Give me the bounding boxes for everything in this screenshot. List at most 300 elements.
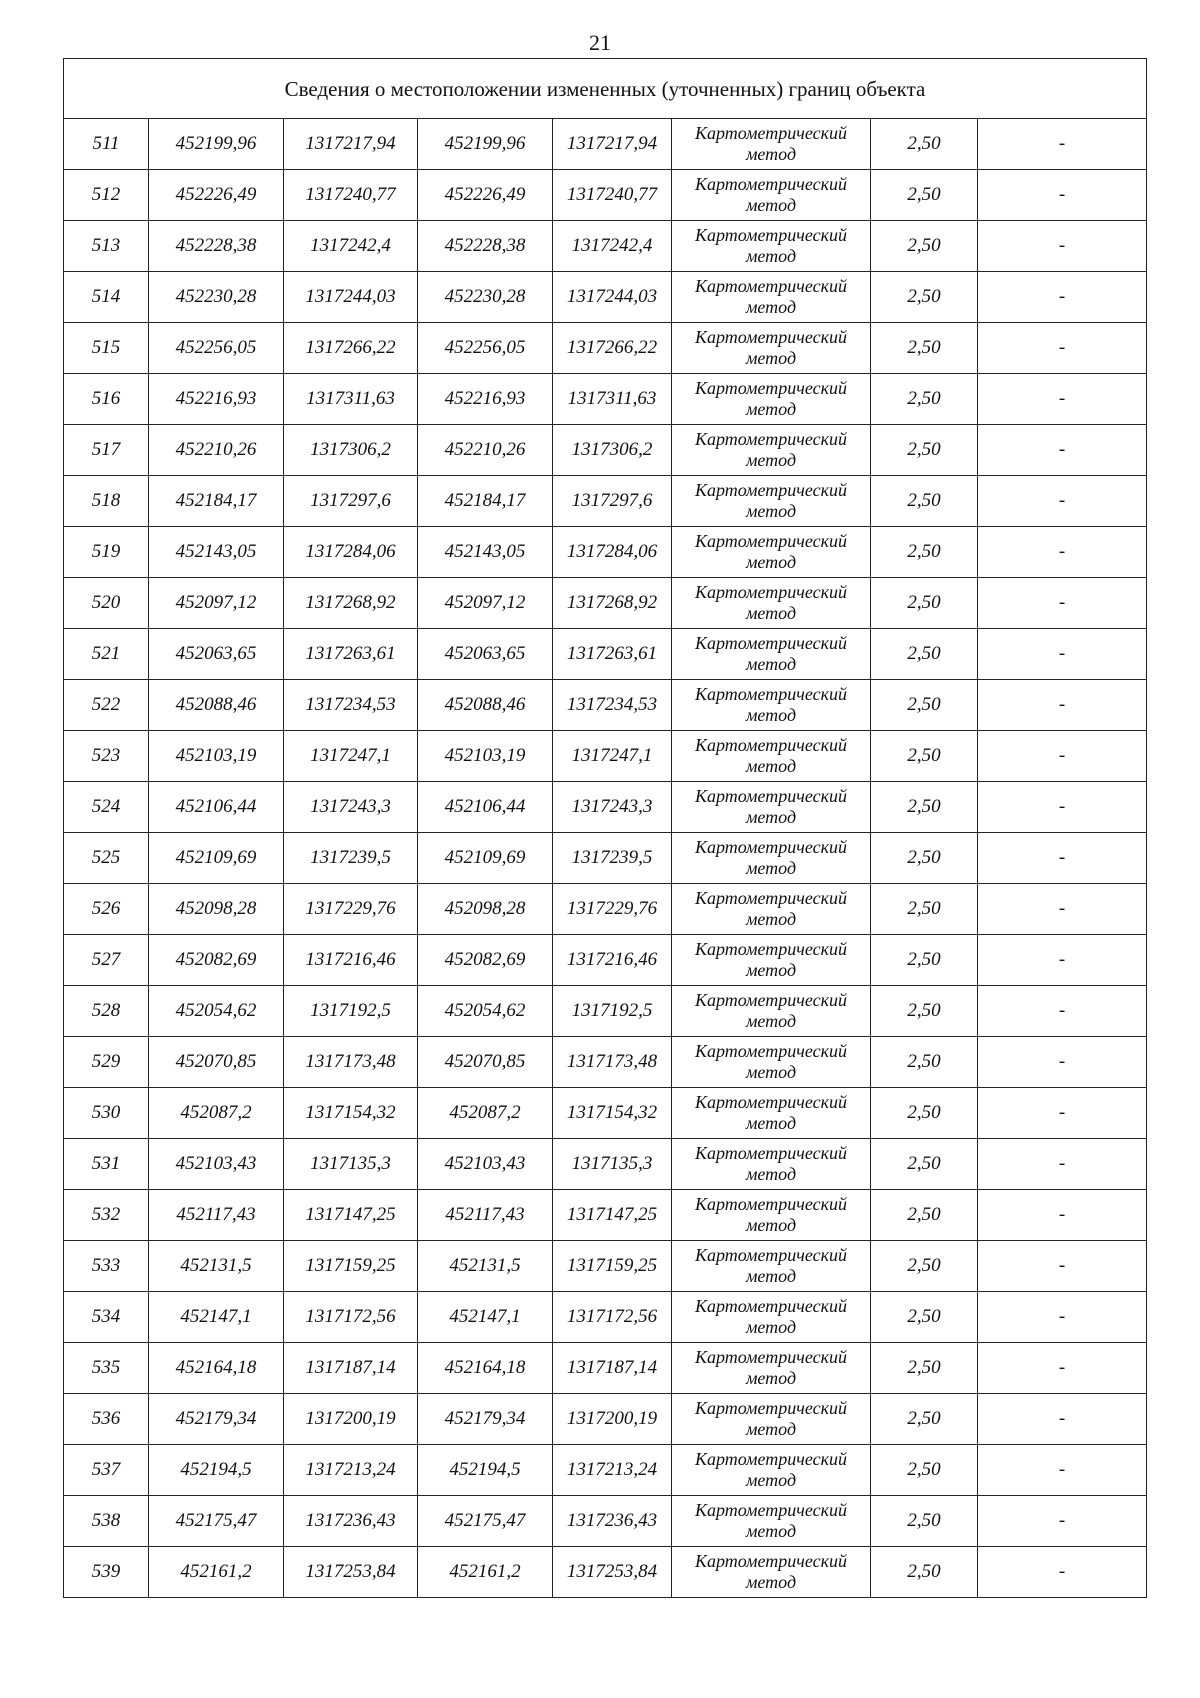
y-new-cell: 1317263,61 bbox=[553, 629, 672, 680]
point-number-cell: 519 bbox=[64, 527, 149, 578]
accuracy-cell: 2,50 bbox=[871, 221, 978, 272]
y-old-cell: 1317159,25 bbox=[284, 1241, 418, 1292]
x-old-cell: 452106,44 bbox=[149, 782, 284, 833]
y-old-cell: 1317240,77 bbox=[284, 170, 418, 221]
method-line-2: метод bbox=[745, 297, 797, 317]
table-row bbox=[64, 374, 1147, 425]
method-line-1: Картометрический bbox=[694, 225, 847, 245]
y-old-cell: 1317311,63 bbox=[284, 374, 418, 425]
y-old-cell: 1317154,32 bbox=[284, 1088, 418, 1139]
accuracy-cell: 2,50 bbox=[871, 1547, 978, 1598]
accuracy-cell: 2,50 bbox=[871, 1139, 978, 1190]
table-row bbox=[64, 1241, 1147, 1292]
x-new-cell: 452054,62 bbox=[418, 986, 553, 1037]
method-line-2: метод bbox=[745, 1419, 797, 1439]
method-cell bbox=[672, 1394, 871, 1445]
method-line-2: метод bbox=[745, 807, 797, 827]
x-new-cell: 452256,05 bbox=[418, 323, 553, 374]
method-cell bbox=[672, 1547, 871, 1598]
method-line-1: Картометрический bbox=[694, 1398, 847, 1418]
method-line-1: Картометрический bbox=[694, 1296, 847, 1316]
y-old-cell: 1317200,19 bbox=[284, 1394, 418, 1445]
x-new-cell: 452199,96 bbox=[418, 119, 553, 170]
accuracy-cell: 2,50 bbox=[871, 1190, 978, 1241]
method-line-2: метод bbox=[745, 909, 797, 929]
accuracy-cell: 2,50 bbox=[871, 119, 978, 170]
note-cell: - bbox=[978, 884, 1147, 935]
method-cell bbox=[672, 986, 871, 1037]
point-number-cell: 518 bbox=[64, 476, 149, 527]
y-new-cell: 1317187,14 bbox=[553, 1343, 672, 1394]
table-row bbox=[64, 1445, 1147, 1496]
y-old-cell: 1317243,3 bbox=[284, 782, 418, 833]
x-new-cell: 452103,19 bbox=[418, 731, 553, 782]
note-cell: - bbox=[978, 1088, 1147, 1139]
method-line-1: Картометрический bbox=[694, 633, 847, 653]
note-cell: - bbox=[978, 1547, 1147, 1598]
method-line-1: Картометрический bbox=[694, 1143, 847, 1163]
x-new-cell: 452070,85 bbox=[418, 1037, 553, 1088]
note-cell: - bbox=[978, 272, 1147, 323]
method-cell bbox=[672, 323, 871, 374]
y-new-cell: 1317240,77 bbox=[553, 170, 672, 221]
table-row bbox=[64, 119, 1147, 170]
method-cell bbox=[672, 1292, 871, 1343]
method-line-1: Картометрический bbox=[694, 582, 847, 602]
method-line-1: Картометрический bbox=[694, 429, 847, 449]
table-row bbox=[64, 1496, 1147, 1547]
y-old-cell: 1317244,03 bbox=[284, 272, 418, 323]
x-old-cell: 452179,34 bbox=[149, 1394, 284, 1445]
x-new-cell: 452143,05 bbox=[418, 527, 553, 578]
method-cell bbox=[672, 1139, 871, 1190]
point-number-cell: 530 bbox=[64, 1088, 149, 1139]
x-old-cell: 452194,5 bbox=[149, 1445, 284, 1496]
y-old-cell: 1317192,5 bbox=[284, 986, 418, 1037]
note-cell: - bbox=[978, 578, 1147, 629]
y-old-cell: 1317213,24 bbox=[284, 1445, 418, 1496]
point-number-cell: 537 bbox=[64, 1445, 149, 1496]
x-old-cell: 452088,46 bbox=[149, 680, 284, 731]
point-number-cell: 529 bbox=[64, 1037, 149, 1088]
y-new-cell: 1317239,5 bbox=[553, 833, 672, 884]
method-line-2: метод bbox=[745, 552, 797, 572]
method-cell bbox=[672, 884, 871, 935]
x-old-cell: 452164,18 bbox=[149, 1343, 284, 1394]
method-cell bbox=[672, 1190, 871, 1241]
method-cell bbox=[672, 629, 871, 680]
x-new-cell: 452210,26 bbox=[418, 425, 553, 476]
y-old-cell: 1317172,56 bbox=[284, 1292, 418, 1343]
x-old-cell: 452226,49 bbox=[149, 170, 284, 221]
method-line-1: Картометрический bbox=[694, 990, 847, 1010]
method-cell bbox=[672, 1496, 871, 1547]
method-line-1: Картометрический bbox=[694, 684, 847, 704]
method-line-1: Картометрический bbox=[694, 1551, 847, 1571]
accuracy-cell: 2,50 bbox=[871, 1088, 978, 1139]
point-number-cell: 534 bbox=[64, 1292, 149, 1343]
method-line-1: Картометрический bbox=[694, 1449, 847, 1469]
method-cell bbox=[672, 119, 871, 170]
x-old-cell: 452103,19 bbox=[149, 731, 284, 782]
point-number-cell: 538 bbox=[64, 1496, 149, 1547]
table-row bbox=[64, 1139, 1147, 1190]
boundary-coordinates-table bbox=[63, 58, 1147, 1598]
y-new-cell: 1317284,06 bbox=[553, 527, 672, 578]
note-cell: - bbox=[978, 119, 1147, 170]
note-cell: - bbox=[978, 221, 1147, 272]
method-line-2: метод bbox=[745, 1368, 797, 1388]
method-line-2: метод bbox=[745, 1521, 797, 1541]
y-old-cell: 1317247,1 bbox=[284, 731, 418, 782]
method-line-2: метод bbox=[745, 195, 797, 215]
method-cell bbox=[672, 1241, 871, 1292]
x-new-cell: 452063,65 bbox=[418, 629, 553, 680]
table-row bbox=[64, 527, 1147, 578]
x-old-cell: 452256,05 bbox=[149, 323, 284, 374]
y-new-cell: 1317266,22 bbox=[553, 323, 672, 374]
point-number-cell: 512 bbox=[64, 170, 149, 221]
table-row bbox=[64, 986, 1147, 1037]
method-line-2: метод bbox=[745, 144, 797, 164]
method-cell bbox=[672, 170, 871, 221]
method-line-1: Картометрический bbox=[694, 786, 847, 806]
accuracy-cell: 2,50 bbox=[871, 1037, 978, 1088]
point-number-cell: 517 bbox=[64, 425, 149, 476]
x-old-cell: 452087,2 bbox=[149, 1088, 284, 1139]
point-number-cell: 539 bbox=[64, 1547, 149, 1598]
method-line-2: метод bbox=[745, 960, 797, 980]
accuracy-cell: 2,50 bbox=[871, 476, 978, 527]
accuracy-cell: 2,50 bbox=[871, 833, 978, 884]
accuracy-cell: 2,50 bbox=[871, 935, 978, 986]
method-line-1: Картометрический bbox=[694, 1500, 847, 1520]
accuracy-cell: 2,50 bbox=[871, 425, 978, 476]
method-cell bbox=[672, 833, 871, 884]
x-old-cell: 452131,5 bbox=[149, 1241, 284, 1292]
y-new-cell: 1317268,92 bbox=[553, 578, 672, 629]
method-line-1: Картометрический bbox=[694, 939, 847, 959]
point-number-cell: 535 bbox=[64, 1343, 149, 1394]
method-line-2: метод bbox=[745, 246, 797, 266]
y-old-cell: 1317217,94 bbox=[284, 119, 418, 170]
method-line-2: метод bbox=[745, 1266, 797, 1286]
note-cell: - bbox=[978, 1496, 1147, 1547]
point-number-cell: 531 bbox=[64, 1139, 149, 1190]
method-line-1: Картометрический bbox=[694, 531, 847, 551]
table-row bbox=[64, 425, 1147, 476]
table-row bbox=[64, 272, 1147, 323]
method-line-2: метод bbox=[745, 1113, 797, 1133]
accuracy-cell: 2,50 bbox=[871, 170, 978, 221]
method-line-1: Картометрический bbox=[694, 480, 847, 500]
x-new-cell: 452098,28 bbox=[418, 884, 553, 935]
method-line-1: Картометрический bbox=[694, 378, 847, 398]
point-number-cell: 522 bbox=[64, 680, 149, 731]
table-row bbox=[64, 221, 1147, 272]
method-cell bbox=[672, 1445, 871, 1496]
x-new-cell: 452228,38 bbox=[418, 221, 553, 272]
x-old-cell: 452063,65 bbox=[149, 629, 284, 680]
accuracy-cell: 2,50 bbox=[871, 578, 978, 629]
method-cell bbox=[672, 680, 871, 731]
x-old-cell: 452228,38 bbox=[149, 221, 284, 272]
point-number-cell: 525 bbox=[64, 833, 149, 884]
y-old-cell: 1317284,06 bbox=[284, 527, 418, 578]
point-number-cell: 513 bbox=[64, 221, 149, 272]
table-row bbox=[64, 1190, 1147, 1241]
y-old-cell: 1317266,22 bbox=[284, 323, 418, 374]
y-new-cell: 1317236,43 bbox=[553, 1496, 672, 1547]
table-row bbox=[64, 731, 1147, 782]
method-line-2: метод bbox=[745, 1062, 797, 1082]
method-line-2: метод bbox=[745, 1317, 797, 1337]
method-cell bbox=[672, 1088, 871, 1139]
x-old-cell: 452070,85 bbox=[149, 1037, 284, 1088]
accuracy-cell: 2,50 bbox=[871, 629, 978, 680]
x-old-cell: 452109,69 bbox=[149, 833, 284, 884]
note-cell: - bbox=[978, 629, 1147, 680]
method-line-1: Картометрический bbox=[694, 837, 847, 857]
y-old-cell: 1317263,61 bbox=[284, 629, 418, 680]
point-number-cell: 515 bbox=[64, 323, 149, 374]
method-cell bbox=[672, 221, 871, 272]
method-line-2: метод bbox=[745, 399, 797, 419]
method-line-2: метод bbox=[745, 1011, 797, 1031]
method-cell bbox=[672, 527, 871, 578]
y-old-cell: 1317135,3 bbox=[284, 1139, 418, 1190]
point-number-cell: 516 bbox=[64, 374, 149, 425]
y-old-cell: 1317268,92 bbox=[284, 578, 418, 629]
x-new-cell: 452097,12 bbox=[418, 578, 553, 629]
note-cell: - bbox=[978, 1139, 1147, 1190]
x-old-cell: 452143,05 bbox=[149, 527, 284, 578]
method-line-1: Картометрический bbox=[694, 174, 847, 194]
note-cell: - bbox=[978, 374, 1147, 425]
y-new-cell: 1317173,48 bbox=[553, 1037, 672, 1088]
y-new-cell: 1317135,3 bbox=[553, 1139, 672, 1190]
table-row bbox=[64, 935, 1147, 986]
point-number-cell: 526 bbox=[64, 884, 149, 935]
x-new-cell: 452103,43 bbox=[418, 1139, 553, 1190]
x-old-cell: 452216,93 bbox=[149, 374, 284, 425]
y-new-cell: 1317247,1 bbox=[553, 731, 672, 782]
method-line-1: Картометрический bbox=[694, 735, 847, 755]
x-new-cell: 452216,93 bbox=[418, 374, 553, 425]
method-line-2: метод bbox=[745, 1470, 797, 1490]
y-new-cell: 1317244,03 bbox=[553, 272, 672, 323]
point-number-cell: 527 bbox=[64, 935, 149, 986]
note-cell: - bbox=[978, 1241, 1147, 1292]
y-new-cell: 1317159,25 bbox=[553, 1241, 672, 1292]
y-new-cell: 1317243,3 bbox=[553, 782, 672, 833]
table-row bbox=[64, 476, 1147, 527]
note-cell: - bbox=[978, 425, 1147, 476]
x-old-cell: 452230,28 bbox=[149, 272, 284, 323]
y-new-cell: 1317172,56 bbox=[553, 1292, 672, 1343]
x-old-cell: 452184,17 bbox=[149, 476, 284, 527]
accuracy-cell: 2,50 bbox=[871, 680, 978, 731]
y-old-cell: 1317306,2 bbox=[284, 425, 418, 476]
note-cell: - bbox=[978, 1394, 1147, 1445]
note-cell: - bbox=[978, 1445, 1147, 1496]
x-old-cell: 452210,26 bbox=[149, 425, 284, 476]
x-old-cell: 452082,69 bbox=[149, 935, 284, 986]
x-new-cell: 452109,69 bbox=[418, 833, 553, 884]
accuracy-cell: 2,50 bbox=[871, 1343, 978, 1394]
accuracy-cell: 2,50 bbox=[871, 1496, 978, 1547]
x-new-cell: 452175,47 bbox=[418, 1496, 553, 1547]
point-number-cell: 532 bbox=[64, 1190, 149, 1241]
table-row bbox=[64, 833, 1147, 884]
y-new-cell: 1317242,4 bbox=[553, 221, 672, 272]
x-new-cell: 452106,44 bbox=[418, 782, 553, 833]
table-title: Сведения о местоположении измененных (уточненных) границ объекта bbox=[64, 59, 1147, 119]
point-number-cell: 511 bbox=[64, 119, 149, 170]
accuracy-cell: 2,50 bbox=[871, 323, 978, 374]
accuracy-cell: 2,50 bbox=[871, 782, 978, 833]
method-line-2: метод bbox=[745, 756, 797, 776]
y-old-cell: 1317216,46 bbox=[284, 935, 418, 986]
method-line-2: метод bbox=[745, 654, 797, 674]
method-line-2: метод bbox=[745, 603, 797, 623]
y-old-cell: 1317253,84 bbox=[284, 1547, 418, 1598]
accuracy-cell: 2,50 bbox=[871, 1394, 978, 1445]
method-cell bbox=[672, 731, 871, 782]
accuracy-cell: 2,50 bbox=[871, 374, 978, 425]
x-old-cell: 452103,43 bbox=[149, 1139, 284, 1190]
accuracy-cell: 2,50 bbox=[871, 272, 978, 323]
y-old-cell: 1317173,48 bbox=[284, 1037, 418, 1088]
method-line-1: Картометрический bbox=[694, 1194, 847, 1214]
x-new-cell: 452117,43 bbox=[418, 1190, 553, 1241]
method-cell bbox=[672, 374, 871, 425]
x-old-cell: 452199,96 bbox=[149, 119, 284, 170]
x-new-cell: 452164,18 bbox=[418, 1343, 553, 1394]
table-row bbox=[64, 1394, 1147, 1445]
x-old-cell: 452117,43 bbox=[149, 1190, 284, 1241]
y-new-cell: 1317217,94 bbox=[553, 119, 672, 170]
method-line-1: Картометрический bbox=[694, 1041, 847, 1061]
table-row bbox=[64, 1088, 1147, 1139]
x-new-cell: 452131,5 bbox=[418, 1241, 553, 1292]
point-number-cell: 533 bbox=[64, 1241, 149, 1292]
x-new-cell: 452194,5 bbox=[418, 1445, 553, 1496]
y-new-cell: 1317229,76 bbox=[553, 884, 672, 935]
note-cell: - bbox=[978, 986, 1147, 1037]
x-old-cell: 452147,1 bbox=[149, 1292, 284, 1343]
y-old-cell: 1317234,53 bbox=[284, 680, 418, 731]
note-cell: - bbox=[978, 833, 1147, 884]
method-line-1: Картометрический bbox=[694, 1347, 847, 1367]
x-new-cell: 452082,69 bbox=[418, 935, 553, 986]
y-new-cell: 1317200,19 bbox=[553, 1394, 672, 1445]
accuracy-cell: 2,50 bbox=[871, 731, 978, 782]
x-new-cell: 452226,49 bbox=[418, 170, 553, 221]
method-line-2: метод bbox=[745, 858, 797, 878]
method-cell bbox=[672, 476, 871, 527]
note-cell: - bbox=[978, 1343, 1147, 1394]
table-row bbox=[64, 680, 1147, 731]
x-new-cell: 452088,46 bbox=[418, 680, 553, 731]
method-line-1: Картометрический bbox=[694, 276, 847, 296]
method-cell bbox=[672, 578, 871, 629]
accuracy-cell: 2,50 bbox=[871, 1241, 978, 1292]
point-number-cell: 520 bbox=[64, 578, 149, 629]
method-line-2: метод bbox=[745, 348, 797, 368]
y-new-cell: 1317192,5 bbox=[553, 986, 672, 1037]
method-cell bbox=[672, 1343, 871, 1394]
page-number: 21 bbox=[589, 30, 611, 55]
accuracy-cell: 2,50 bbox=[871, 1292, 978, 1343]
method-line-2: метод bbox=[745, 1164, 797, 1184]
y-new-cell: 1317216,46 bbox=[553, 935, 672, 986]
table-row bbox=[64, 782, 1147, 833]
note-cell: - bbox=[978, 170, 1147, 221]
table-row bbox=[64, 578, 1147, 629]
method-line-2: метод bbox=[745, 501, 797, 521]
y-old-cell: 1317187,14 bbox=[284, 1343, 418, 1394]
accuracy-cell: 2,50 bbox=[871, 1445, 978, 1496]
point-number-cell: 523 bbox=[64, 731, 149, 782]
y-new-cell: 1317297,6 bbox=[553, 476, 672, 527]
x-old-cell: 452097,12 bbox=[149, 578, 284, 629]
note-cell: - bbox=[978, 680, 1147, 731]
y-new-cell: 1317154,32 bbox=[553, 1088, 672, 1139]
x-new-cell: 452161,2 bbox=[418, 1547, 553, 1598]
table-row bbox=[64, 1292, 1147, 1343]
x-new-cell: 452230,28 bbox=[418, 272, 553, 323]
method-line-2: метод bbox=[745, 1572, 797, 1592]
note-cell: - bbox=[978, 476, 1147, 527]
method-cell bbox=[672, 272, 871, 323]
method-cell bbox=[672, 425, 871, 476]
method-line-1: Картометрический bbox=[694, 888, 847, 908]
note-cell: - bbox=[978, 323, 1147, 374]
table-row bbox=[64, 1547, 1147, 1598]
table-row bbox=[64, 1343, 1147, 1394]
note-cell: - bbox=[978, 527, 1147, 578]
x-old-cell: 452161,2 bbox=[149, 1547, 284, 1598]
note-cell: - bbox=[978, 782, 1147, 833]
note-cell: - bbox=[978, 1190, 1147, 1241]
y-new-cell: 1317311,63 bbox=[553, 374, 672, 425]
method-line-1: Картометрический bbox=[694, 1245, 847, 1265]
y-new-cell: 1317147,25 bbox=[553, 1190, 672, 1241]
method-cell bbox=[672, 935, 871, 986]
table-title-row bbox=[64, 59, 1147, 119]
method-cell bbox=[672, 782, 871, 833]
y-old-cell: 1317147,25 bbox=[284, 1190, 418, 1241]
y-old-cell: 1317239,5 bbox=[284, 833, 418, 884]
note-cell: - bbox=[978, 935, 1147, 986]
table-row bbox=[64, 1037, 1147, 1088]
point-number-cell: 524 bbox=[64, 782, 149, 833]
table-row bbox=[64, 170, 1147, 221]
point-number-cell: 514 bbox=[64, 272, 149, 323]
y-new-cell: 1317306,2 bbox=[553, 425, 672, 476]
x-new-cell: 452184,17 bbox=[418, 476, 553, 527]
y-old-cell: 1317229,76 bbox=[284, 884, 418, 935]
x-old-cell: 452098,28 bbox=[149, 884, 284, 935]
y-old-cell: 1317236,43 bbox=[284, 1496, 418, 1547]
method-cell bbox=[672, 1037, 871, 1088]
method-line-1: Картометрический bbox=[694, 1092, 847, 1112]
y-new-cell: 1317234,53 bbox=[553, 680, 672, 731]
method-line-1: Картометрический bbox=[694, 327, 847, 347]
y-new-cell: 1317253,84 bbox=[553, 1547, 672, 1598]
point-number-cell: 521 bbox=[64, 629, 149, 680]
